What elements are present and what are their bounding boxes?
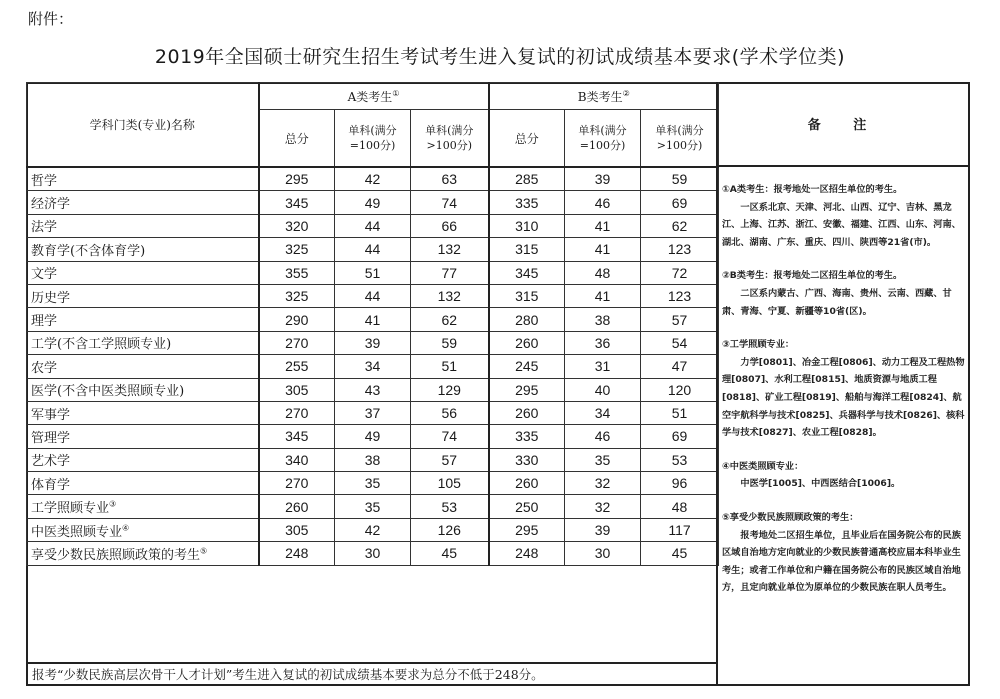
b-s150-cell: 69 [641, 191, 719, 214]
b-single-over100-header: 单科(满分>100分) [641, 110, 719, 168]
a-s150-cell: 57 [411, 448, 489, 471]
a-s100-cell: 43 [335, 378, 411, 401]
table-row [27, 472, 719, 495]
subject-column-header: 学科门类(专业)名称 [27, 83, 259, 168]
a-s100-cell: 44 [335, 284, 411, 307]
a-s150-cell: 74 [411, 425, 489, 448]
table-row [27, 378, 719, 401]
b-s100-cell: 36 [565, 331, 641, 354]
table-row [27, 331, 719, 354]
attachment-label: 附件： [28, 10, 74, 28]
b-s100-cell: 40 [565, 378, 641, 401]
a-total-cell: 355 [259, 261, 335, 284]
a-s100-cell: 49 [335, 191, 411, 214]
subject-cell: 工学(不含工学照顾专业) [27, 331, 259, 354]
b-total-cell: 315 [489, 238, 565, 261]
b-s100-cell: 32 [565, 495, 641, 518]
b-total-header: 总分 [489, 110, 565, 168]
table-row [27, 518, 719, 541]
note-block [722, 509, 966, 597]
table-row [27, 355, 719, 378]
subject-cell: 文学 [27, 261, 259, 284]
a-s100-cell: 44 [335, 238, 411, 261]
a-s150-cell: 62 [411, 308, 489, 331]
a-total-cell: 340 [259, 448, 335, 471]
table-row [27, 261, 719, 284]
subject-cell: 教育学(不含体育学) [27, 238, 259, 261]
a-total-cell: 320 [259, 214, 335, 237]
b-total-cell: 335 [489, 191, 565, 214]
b-total-cell: 260 [489, 472, 565, 495]
b-total-cell: 330 [489, 448, 565, 471]
a-total-cell: 295 [259, 167, 335, 191]
subject-cell: 中医类照顾专业④ [27, 518, 259, 541]
b-total-cell: 260 [489, 331, 565, 354]
a-total-cell: 270 [259, 472, 335, 495]
b-s150-cell: 45 [641, 542, 719, 565]
b-s150-cell: 72 [641, 261, 719, 284]
b-s100-cell: 34 [565, 401, 641, 424]
document-title: 2019年全国硕士研究生招生考试考生进入复试的初试成绩基本要求(学术学位类) [154, 46, 846, 68]
a-total-cell: 270 [259, 401, 335, 424]
a-total-cell: 255 [259, 355, 335, 378]
group-b-header: B类考生② [489, 83, 719, 110]
a-s100-cell: 30 [335, 542, 411, 565]
a-total-cell: 325 [259, 284, 335, 307]
a-s150-cell: 51 [411, 355, 489, 378]
footnote: 报考“少数民族高层次骨干人才计划”考生进入复试的初试成绩基本要求为总分不低于248分。 [26, 662, 718, 686]
b-s100-cell: 48 [565, 261, 641, 284]
note-text: 一区系北京、天津、河北、山西、辽宁、吉林、黑龙江、上海、江苏、浙江、安徽、福建、江西、山东、河南、湖北、湖南、广东、重庆、四川、陕西等21省(市)。 [722, 201, 961, 248]
b-s150-cell: 123 [641, 238, 719, 261]
b-s100-cell: 41 [565, 214, 641, 237]
b-s150-cell: 123 [641, 284, 719, 307]
note-text: 二区系内蒙古、广西、海南、贵州、云南、西藏、甘肃、青海、宁夏、新疆等10省(区)。 [722, 287, 952, 317]
a-s100-cell: 44 [335, 214, 411, 237]
a-s150-cell: 77 [411, 261, 489, 284]
a-s150-cell: 132 [411, 284, 489, 307]
b-s100-cell: 30 [565, 542, 641, 565]
group-a-header: A类考生① [259, 83, 489, 110]
a-s100-cell: 35 [335, 495, 411, 518]
table-row [27, 495, 719, 518]
b-s150-cell: 120 [641, 378, 719, 401]
notes-body [718, 167, 970, 597]
a-total-cell: 290 [259, 308, 335, 331]
note-heading: ⑤享受少数民族照顾政策的考生： [722, 511, 859, 523]
subject-cell: 医学(不含中医类照顾专业) [27, 378, 259, 401]
a-total-cell: 248 [259, 542, 335, 565]
b-total-cell: 295 [489, 518, 565, 541]
note-heading: ①A类考生：报考地处一区招生单位的考生。 [722, 184, 903, 195]
subject-cell: 理学 [27, 308, 259, 331]
a-total-cell: 305 [259, 518, 335, 541]
table-row [27, 214, 719, 237]
b-s100-cell: 39 [565, 167, 641, 191]
a-s150-cell: 63 [411, 167, 489, 191]
scores-table [26, 82, 719, 566]
b-s100-cell: 32 [565, 472, 641, 495]
subject-cell: 哲学 [27, 167, 259, 191]
subject-cell: 享受少数民族照顾政策的考生⑤ [27, 542, 259, 565]
a-s150-cell: 66 [411, 214, 489, 237]
note-block [722, 336, 966, 442]
a-s100-cell: 34 [335, 355, 411, 378]
table-row [27, 401, 719, 424]
note-block [722, 181, 966, 251]
table-row [27, 167, 719, 191]
subject-cell: 管理学 [27, 425, 259, 448]
b-total-cell: 285 [489, 167, 565, 191]
notes-column [716, 82, 970, 686]
b-s150-cell: 48 [641, 495, 719, 518]
a-s150-cell: 53 [411, 495, 489, 518]
a-s100-cell: 41 [335, 308, 411, 331]
b-s150-cell: 62 [641, 214, 719, 237]
a-single100-header: 单科(满分=100分) [335, 110, 411, 168]
a-total-cell: 305 [259, 378, 335, 401]
a-total-header: 总分 [259, 110, 335, 168]
note-block [722, 458, 966, 493]
a-total-cell: 345 [259, 191, 335, 214]
table-row [27, 308, 719, 331]
table-row [27, 191, 719, 214]
a-single-over100-header: 单科(满分>100分) [411, 110, 489, 168]
subject-cell: 艺术学 [27, 448, 259, 471]
a-s150-cell: 74 [411, 191, 489, 214]
b-s100-cell: 31 [565, 355, 641, 378]
table-row [27, 284, 719, 307]
b-total-cell: 245 [489, 355, 565, 378]
b-s150-cell: 54 [641, 331, 719, 354]
b-s100-cell: 39 [565, 518, 641, 541]
a-s100-cell: 39 [335, 331, 411, 354]
a-s150-cell: 126 [411, 518, 489, 541]
b-s100-cell: 41 [565, 284, 641, 307]
a-s100-cell: 42 [335, 518, 411, 541]
subject-cell: 农学 [27, 355, 259, 378]
subject-cell: 体育学 [27, 472, 259, 495]
b-s150-cell: 47 [641, 355, 719, 378]
note-text: 力学[0801]、冶金工程[0806]、动力工程及工程热物理[0807]、水利工程[0815]、地质资源与地质工程[0818]、矿业工程[0819]、船舶与海洋工程[0824]、航空宇航科学与技术[0825]、兵器科学与技术[0826]、核科学与技术[0827]、农业工程[0828]。 [722, 356, 965, 439]
b-total-cell: 310 [489, 214, 565, 237]
a-total-cell: 260 [259, 495, 335, 518]
a-s150-cell: 45 [411, 542, 489, 565]
b-total-cell: 280 [489, 308, 565, 331]
a-total-cell: 325 [259, 238, 335, 261]
b-s150-cell: 69 [641, 425, 719, 448]
b-total-cell: 260 [489, 401, 565, 424]
notes-header: 备 注 [718, 82, 970, 167]
b-total-cell: 345 [489, 261, 565, 284]
a-s100-cell: 37 [335, 401, 411, 424]
a-total-cell: 270 [259, 331, 335, 354]
b-s150-cell: 53 [641, 448, 719, 471]
b-single100-header: 单科(满分=100分) [565, 110, 641, 168]
a-s100-cell: 51 [335, 261, 411, 284]
b-total-cell: 335 [489, 425, 565, 448]
subject-cell: 工学照顾专业③ [27, 495, 259, 518]
a-s100-cell: 35 [335, 472, 411, 495]
b-s150-cell: 117 [641, 518, 719, 541]
a-s150-cell: 132 [411, 238, 489, 261]
table-row [27, 542, 719, 565]
note-heading: ④中医类照顾专业： [722, 460, 804, 472]
a-s100-cell: 49 [335, 425, 411, 448]
a-s150-cell: 129 [411, 378, 489, 401]
a-s150-cell: 59 [411, 331, 489, 354]
table-row [27, 238, 719, 261]
b-s100-cell: 46 [565, 191, 641, 214]
b-s100-cell: 41 [565, 238, 641, 261]
a-s100-cell: 42 [335, 167, 411, 191]
subject-cell: 经济学 [27, 191, 259, 214]
b-s100-cell: 35 [565, 448, 641, 471]
b-s150-cell: 59 [641, 167, 719, 191]
note-block [722, 267, 966, 320]
note-heading: ②B类考生：报考地处二区招生单位的考生。 [722, 270, 903, 282]
b-s150-cell: 96 [641, 472, 719, 495]
note-text: 报考地处二区招生单位，且毕业后在国务院公布的民族区域自治地方定向就业的少数民族普通高校应届本科毕业生考生；或者工作单位和户籍在国务院公布的民族区域自治地方，且定向就业单位为原单位的少数民族在职人员考生。 [722, 529, 961, 594]
a-s150-cell: 105 [411, 472, 489, 495]
a-total-cell: 345 [259, 425, 335, 448]
b-s150-cell: 57 [641, 308, 719, 331]
b-s100-cell: 38 [565, 308, 641, 331]
b-s100-cell: 46 [565, 425, 641, 448]
a-s100-cell: 38 [335, 448, 411, 471]
note-text: 中医学[1005]、中西医结合[1006]。 [740, 478, 901, 490]
b-total-cell: 315 [489, 284, 565, 307]
b-s150-cell: 51 [641, 401, 719, 424]
note-heading: ③工学照顾专业： [722, 339, 795, 351]
subject-cell: 历史学 [27, 284, 259, 307]
subject-cell: 法学 [27, 214, 259, 237]
a-s150-cell: 56 [411, 401, 489, 424]
b-total-cell: 250 [489, 495, 565, 518]
b-total-cell: 295 [489, 378, 565, 401]
subject-cell: 军事学 [27, 401, 259, 424]
table-row [27, 425, 719, 448]
table-row [27, 448, 719, 471]
b-total-cell: 248 [489, 542, 565, 565]
